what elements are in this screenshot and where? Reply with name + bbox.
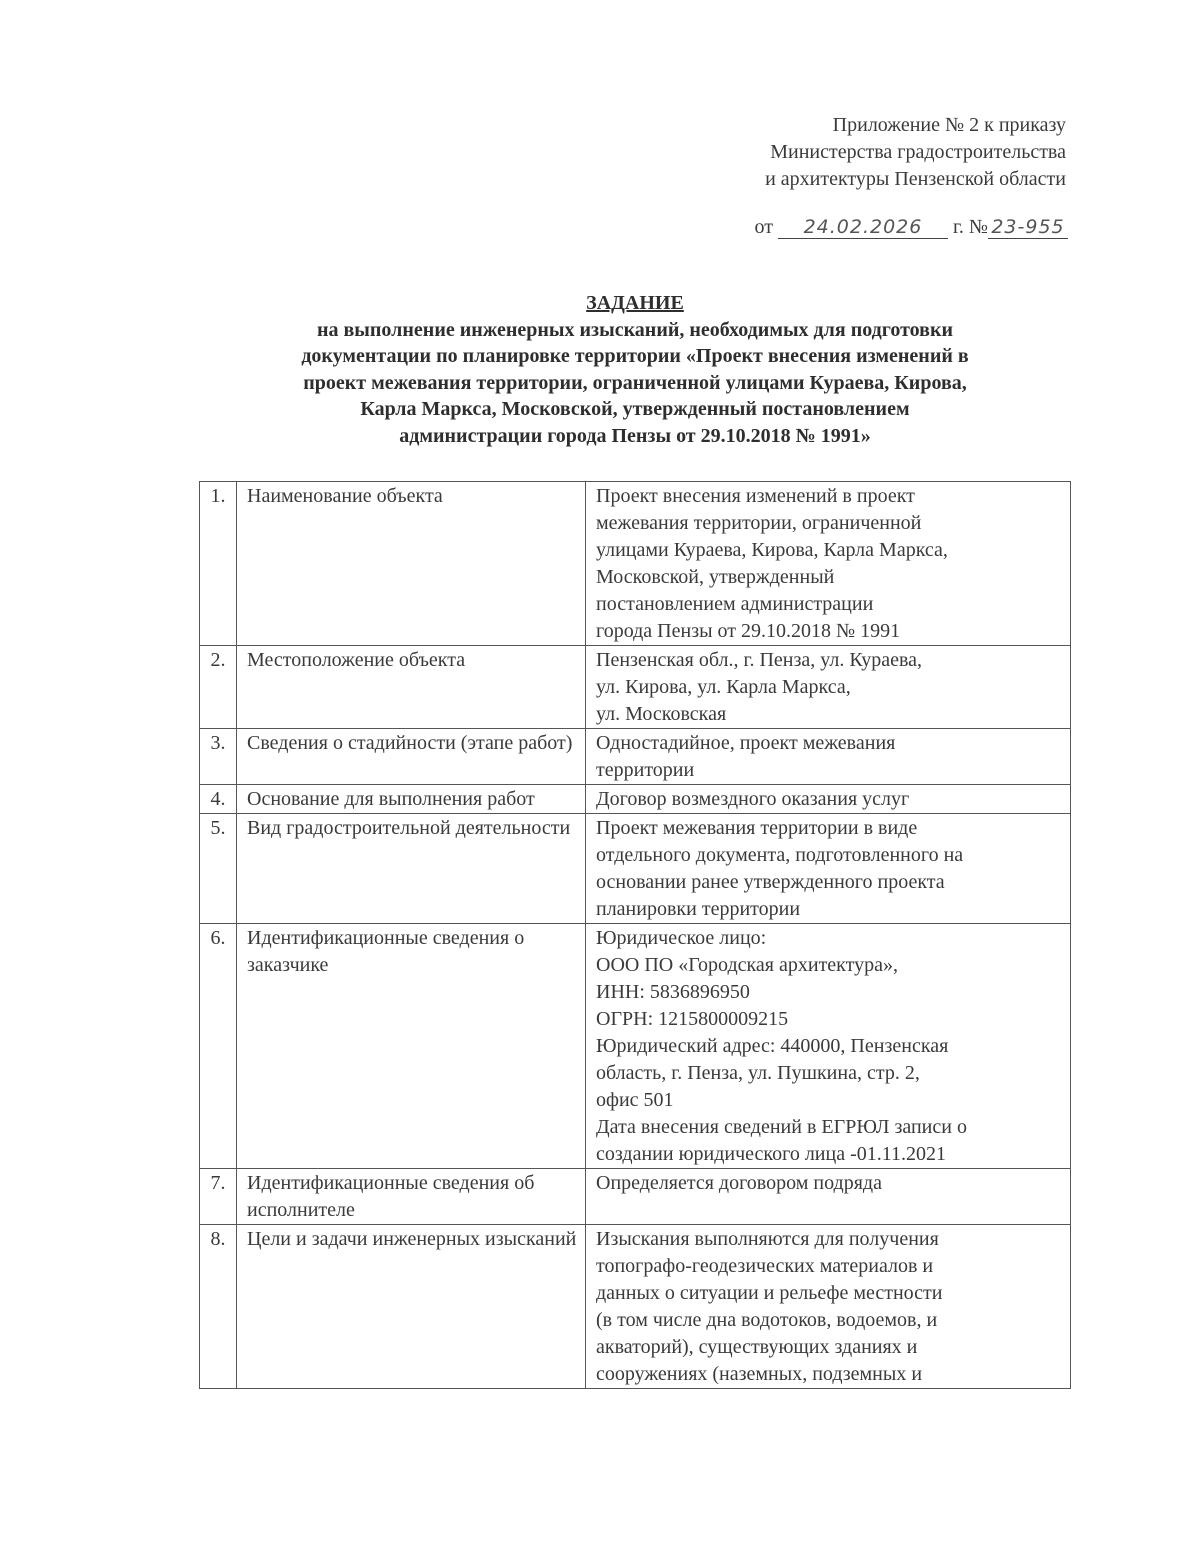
order-year-label: г. № <box>952 216 988 238</box>
row-label: Местоположение объекта <box>237 646 586 729</box>
row-label: Цели и задачи инженерных изысканий <box>237 1225 586 1389</box>
row-number: 2. <box>200 646 237 729</box>
row-value: Одностадийное, проект межевания территории <box>586 729 1071 785</box>
row-value: Проект внесения изменений в проект межевания территории, ограниченной улицами Кураева, Кирова, Карла Маркса, Московской, утвержденный постановлением администрации города Пензы от 29.10.2018 № 1991 <box>586 482 1071 646</box>
row-number: 5. <box>200 814 237 924</box>
table-row <box>200 924 1071 1169</box>
row-label: Идентификационные сведения об исполнителе <box>237 1169 586 1225</box>
row-value: Изыскания выполняются для получения топографо-геодезических материалов и данных о ситуации и рельефе местности (в том числе дна водотоков, водоемов, и акваторий), существующих зданиях и сооружениях (наземных, подземных и <box>586 1225 1071 1389</box>
row-number: 3. <box>200 729 237 785</box>
row-label: Идентификационные сведения о заказчике <box>237 924 586 1169</box>
appendix-block <box>765 112 1066 193</box>
order-date: 24.02.2026 <box>778 216 948 239</box>
appendix-line-2: Министерства градостроительства <box>770 141 1066 163</box>
row-value: Определяется договором подряда <box>586 1169 1071 1225</box>
row-value: Юридическое лицо: ООО ПО «Городская архитектура», ИНН: 5836896950 ОГРН: 1215800009215 Юридический адрес: 440000, Пензенская область, г. Пенза, ул. Пушкина, стр. 2, офис 501 Дата внесения сведений в ЕГРЮЛ записи о создании юридического лица -01.11.2021 <box>586 924 1071 1169</box>
order-from-label: от <box>754 216 773 238</box>
row-value: Проект межевания территории в виде отдельного документа, подготовленного на основании ранее утвержденного проекта планировки территории <box>586 814 1071 924</box>
appendix-line-1: Приложение № 2 к приказу <box>832 114 1066 136</box>
task-table <box>199 481 1071 1389</box>
table-row <box>200 785 1071 814</box>
table-row <box>200 1169 1071 1225</box>
row-label: Основание для выполнения работ <box>237 785 586 814</box>
table-row <box>200 646 1071 729</box>
row-label: Наименование объекта <box>237 482 586 646</box>
document-subtitle: на выполнение инженерных изысканий, необходимых для подготовки документации по планировке территории «Проект внесения изменений в проект межевания территории, ограниченной улицами Кураева, Кирова, Карла Маркса, Московской, утвержденный постановлением администрации города Пензы от 29.10.2018 № 1991» <box>301 318 969 447</box>
document-heading <box>200 290 1070 449</box>
row-label: Вид градостроительной деятельности <box>237 814 586 924</box>
row-number: 7. <box>200 1169 237 1225</box>
document-title: ЗАДАНИЕ <box>586 292 684 314</box>
row-number: 4. <box>200 785 237 814</box>
row-value: Пензенская обл., г. Пенза, ул. Кураева, ул. Кирова, ул. Карла Маркса, ул. Московская <box>586 646 1071 729</box>
row-number: 6. <box>200 924 237 1169</box>
row-label: Сведения о стадийности (этапе работ) <box>237 729 586 785</box>
table-row <box>200 1225 1071 1389</box>
appendix-line-3: и архитектуры Пензенской области <box>765 168 1066 190</box>
row-number: 8. <box>200 1225 237 1389</box>
row-number: 1. <box>200 482 237 646</box>
table-row <box>200 814 1071 924</box>
table-row <box>200 729 1071 785</box>
order-reference <box>754 216 1068 239</box>
order-number: 23-955 <box>988 216 1068 239</box>
row-value: Договор возмездного оказания услуг <box>586 785 1071 814</box>
table-row <box>200 482 1071 646</box>
